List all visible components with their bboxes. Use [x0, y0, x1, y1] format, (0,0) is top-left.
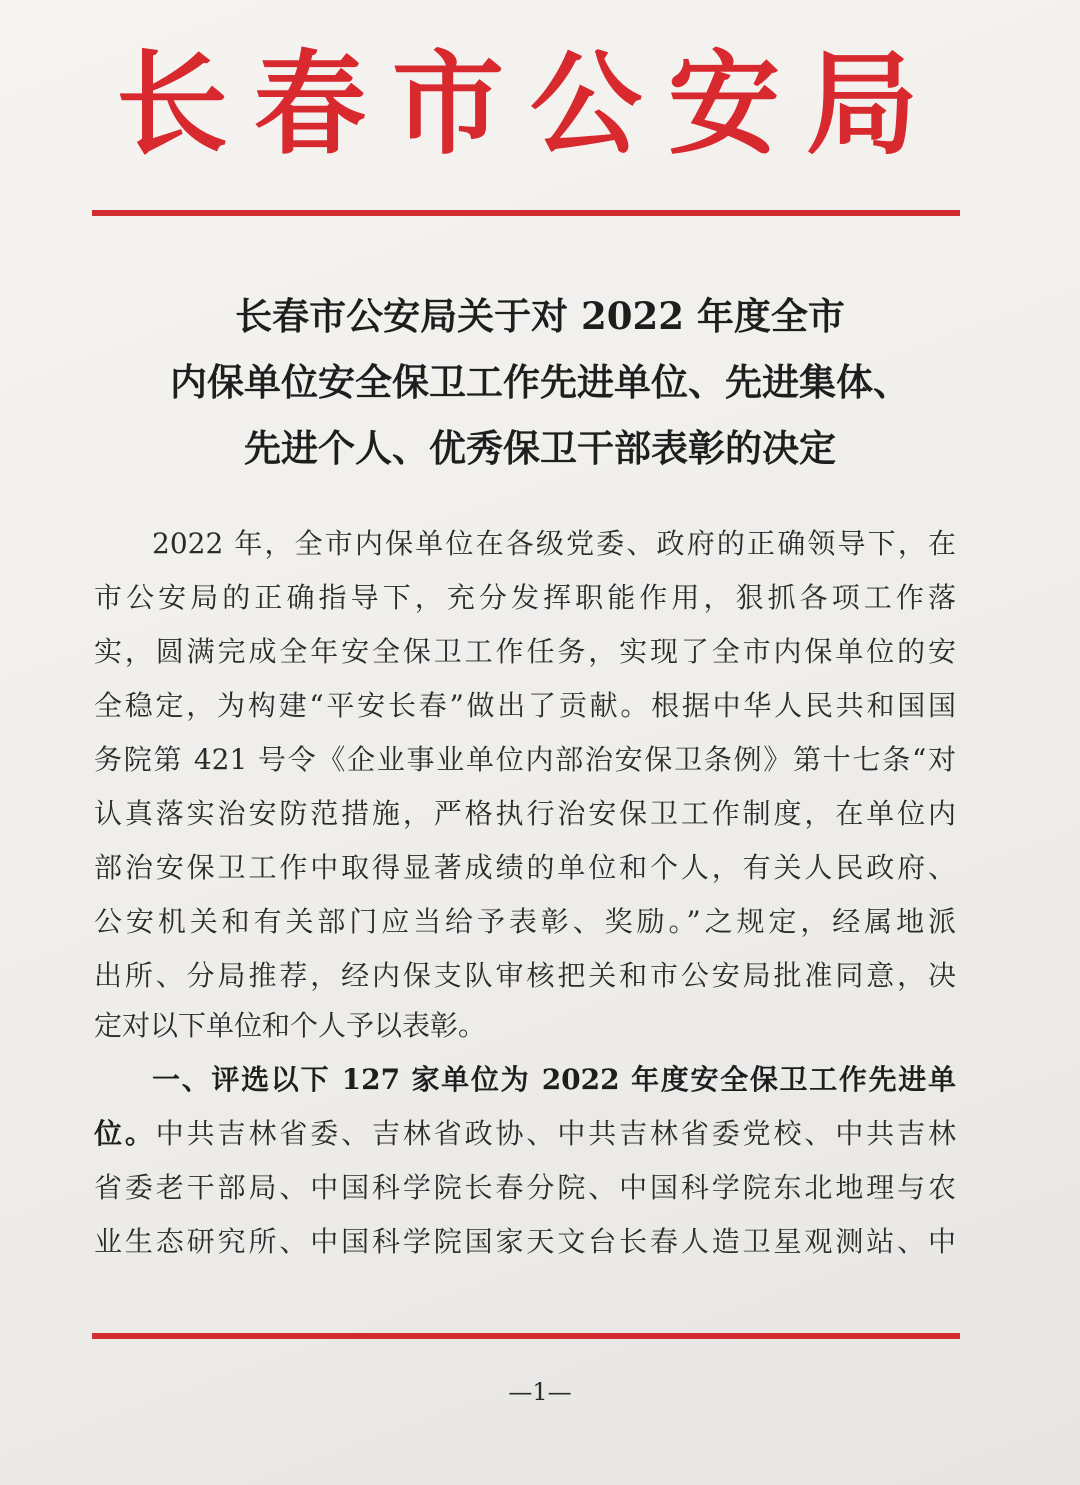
page-number: —1— [508, 1378, 572, 1406]
footer-red-rule [92, 1333, 960, 1339]
document-title-line-2: 内保单位安全保卫工作先进单位、先进集体、 [170, 360, 910, 404]
issuing-authority-header: 长春市公安局 [116, 39, 944, 170]
body-line: 2022 年，全市内保单位在各级党委、政府的正确领导下，在 [152, 527, 956, 560]
body-line: 公安机关和有关部门应当给予表彰、奖励。”之规定，经属地派 [94, 905, 956, 938]
section-one-line-1-text: 中共吉林省委、吉林省政协、中共吉林省委党校、中共吉林 [155, 1117, 956, 1150]
body-line: 部治安保卫工作中取得显著成绩的单位和个人，有关人民政府、 [94, 851, 956, 884]
body-line: 市公安局的正确指导下，充分发挥职能作用，狠抓各项工作落 [94, 581, 956, 614]
document-title-line-1: 长春市公安局关于对 2022 年度全市 [235, 294, 845, 338]
section-one-line-2: 省委老干部局、中国科学院长春分院、中国科学院东北地理与农 [94, 1171, 956, 1204]
body-line: 定对以下单位和个人予以表彰。 [94, 1009, 487, 1042]
section-one-heading: 一、评选以下 127 家单位为 2022 年度安全保卫工作先进单 [152, 1063, 956, 1096]
body-line: 实，圆满完成全年安全保卫工作任务，实现了全市内保单位的安 [94, 635, 956, 668]
body-line: 出所、分局推荐，经内保支队审核把关和市公安局批准同意，决 [94, 959, 956, 992]
section-one-heading-tail: 位。 [94, 1117, 156, 1150]
header-red-rule [92, 210, 960, 216]
section-one-line-3: 业生态研究所、中国科学院国家天文台长春人造卫星观测站、中 [94, 1225, 956, 1258]
body-line: 务院第 421 号令《企业事业单位内部治安保卫条例》第十七条“对 [94, 743, 956, 776]
body-line: 认真落实治安防范措施，严格执行治安保卫工作制度，在单位内 [94, 797, 956, 830]
document-title-line-3: 先进个人、优秀保卫干部表彰的决定 [244, 426, 836, 470]
section-one-line-1 [94, 1114, 956, 1154]
body-line: 全稳定，为构建“平安长春”做出了贡献。根据中华人民共和国国 [94, 689, 956, 722]
